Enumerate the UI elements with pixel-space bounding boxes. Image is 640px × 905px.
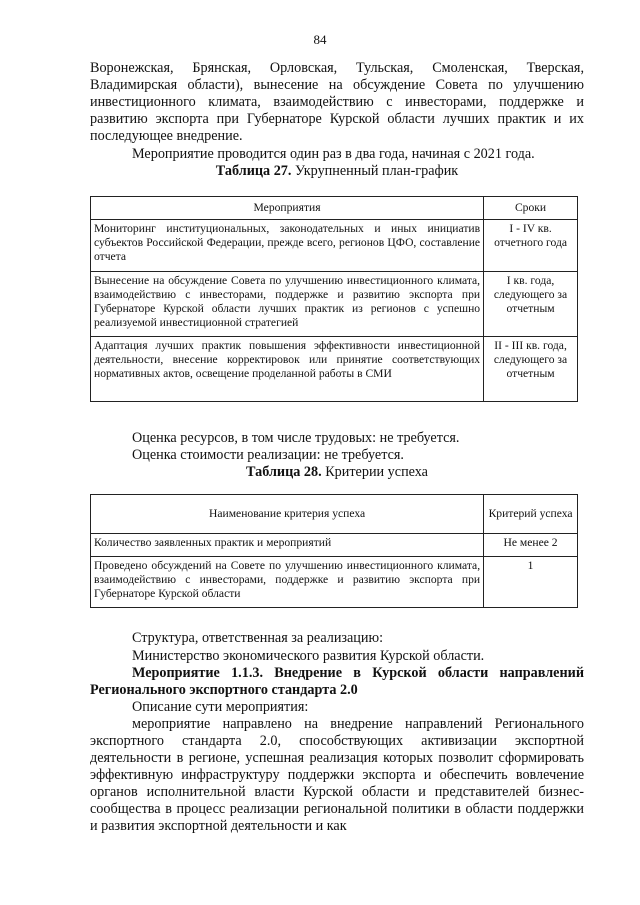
activity-cell: Мониторинг институциональных, законодательных и иных инициатив субъектов Российской Федерации, прежде всего, регионов ЦФО, составление отчета xyxy=(91,220,484,272)
table27-number: Таблица 27. xyxy=(215,163,292,179)
criterion-value-cell: 1 xyxy=(484,557,578,608)
table-header-row xyxy=(91,197,578,220)
header-activities: Мероприятия xyxy=(91,197,484,220)
term-cell: II - III кв. года, следующего за отчетным xyxy=(484,337,578,402)
table-row xyxy=(91,557,578,608)
frequency-text: Мероприятие проводится один раз в два года, начиная с 2021 года. xyxy=(132,146,535,162)
page-number: 84 xyxy=(313,32,327,47)
term-cell: I кв. года, следующего за отчетным xyxy=(484,272,578,337)
table27-caption xyxy=(90,163,584,180)
table-row xyxy=(91,272,578,337)
table-header-row xyxy=(91,495,578,534)
header-criterion-name: Наименование критерия успеха xyxy=(91,495,484,534)
header-criterion-value: Критерий успеха xyxy=(484,495,578,534)
cost-estimate: Оценка стоимости реализации: не требуется. xyxy=(132,447,404,463)
resources-estimate: Оценка ресурсов, в том числе трудовых: не требуется. xyxy=(132,430,460,446)
responsible-name: Министерство экономического развития Курской области. xyxy=(132,648,485,664)
activity-cell: Адаптация лучших практик повышения эффективности инвестиционной деятельности, внесение корректировок или принятие соответствующих нормативных актов, освещение проделанной работы в СМИ xyxy=(91,337,484,402)
table-row xyxy=(91,337,578,402)
term-cell: I - IV кв. отчетного года xyxy=(484,220,578,272)
table28-title: Критерии успеха xyxy=(325,464,428,480)
criterion-name-cell: Количество заявленных практик и мероприятий xyxy=(91,534,484,557)
activity-cell: Вынесение на обсуждение Совета по улучшению инвестиционного климата, взаимодействию с инвесторами, поддержке и развитию экспорта при Губернаторе Курской области лучших практик из регионов с успешно реализуемой инвестиционной стратегией xyxy=(91,272,484,337)
plan-schedule-table xyxy=(90,196,578,402)
table-row xyxy=(91,220,578,272)
success-criteria-table xyxy=(90,494,578,608)
description-label: Описание сути мероприятия: xyxy=(132,699,309,715)
header-terms: Сроки xyxy=(484,197,578,220)
criterion-name-cell: Проведено обсуждений на Совете по улучшению инвестиционного климата, взаимодействию с инвесторами, поддержке и развитию экспорта при Губернаторе Курской области xyxy=(91,557,484,608)
measure-heading: Мероприятие 1.1.3. Внедрение в Курской области направлений Регионального экспортного стандарта 2.0 xyxy=(90,665,584,698)
intro-paragraph: Воронежская, Брянская, Орловская, Тульская, Смоленская, Тверская, Владимирская области), вынесение на обсуждение Совета по улучшению инвестиционного климата, взаимодействию с инвесторами, поддержке и развитию экспорта при Губернаторе Курской области лучших практик и их последующее внедрение. xyxy=(90,60,584,144)
table28-number: Таблица 28. xyxy=(246,464,322,480)
table28-caption xyxy=(90,464,584,481)
description-text: мероприятие направлено на внедрение направлений Регионального экспортного стандарта 2.0, способствующих активизации экспортной деятельности в регионе, успешная реализация которых позволит сформировать эффективную инфраструктуру поддержки экспорта и обеспечить вовлечение органов исполнительной власти Курской области и представителей бизнес-сообщества в процесс реализации региональной политики в области поддержки и развития экспортной деятельности и как xyxy=(90,716,584,834)
responsible-label: Структура, ответственная за реализацию: xyxy=(132,630,384,646)
table-row xyxy=(91,534,578,557)
table27-title: Укрупненный план-график xyxy=(294,163,459,179)
criterion-value-cell: Не менее 2 xyxy=(484,534,578,557)
